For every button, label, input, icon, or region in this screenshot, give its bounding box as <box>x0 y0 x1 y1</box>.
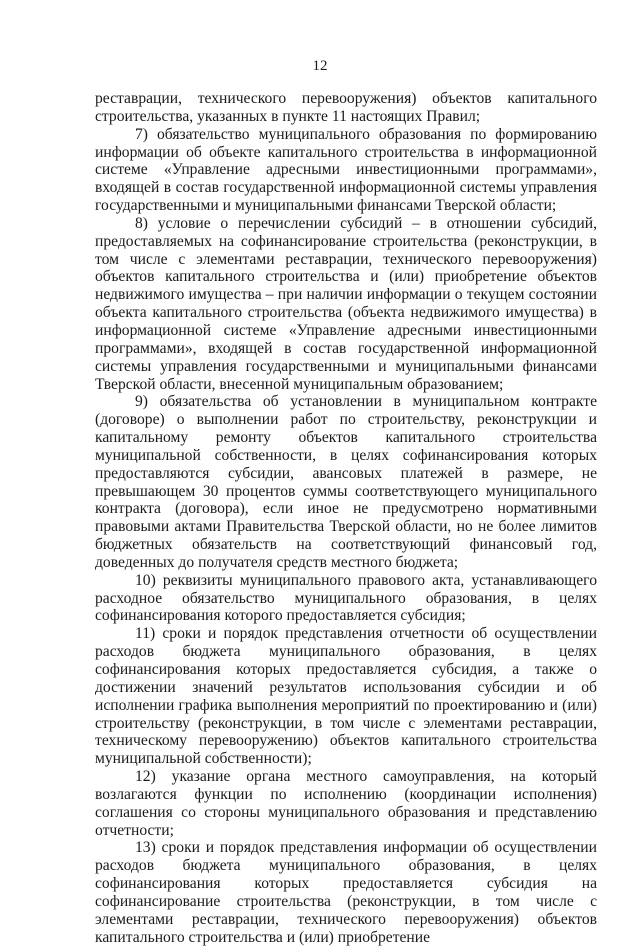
paragraph-item-7: 7) обязательство муниципального образования по формированию информации об объекте капитального строительства в информационной системе «Управление адресными инвестиционными программами», входящей в состав государственной информационной системы управления государственными и муниципальными финансами Тверской области; <box>95 125 597 215</box>
page-number: 12 <box>312 58 328 74</box>
paragraph-continuation: реставрации, технического перевооружения) объектов капитального строительства, указанных в пункте 11 настоящих Правил; <box>95 90 597 125</box>
paragraph-item-11: 11) сроки и порядок представления отчетности об осуществлении расходов бюджета муниципального образования, в целях софинансирования которых предоставляется субсидия, а также о достижении значений результатов использования субсидии и об исполнении графика выполнения мероприятий по проектированию и (или) строительству (реконструкции, в том числе с элементами реставрации, техническому перевооружению) объектов капитального строительства муниципальной собственности); <box>95 625 597 768</box>
paragraph-item-13: 13) сроки и порядок представления информации об осуществлении расходов бюджета муниципального образования, в целях софинансирования которых предоставляется субсидия на софинансирование строительства (реконструкции, в том числе с элементами реставрации, технического перевооружения) объектов капитального строительства и (или) приобретение <box>95 839 597 946</box>
paragraph-item-9: 9) обязательства об установлении в муниципальном контракте (договоре) о выполнении работ по строительству, реконструкции и капитальному ремонту объектов капитального строительства муниципальной собственности, в целях софинансирования которых предоставляются субсидии, авансовых платежей в размере, не превышающем 30 процентов суммы соответствующего муниципального контракта (договора), если иное не предусмотрено нормативными правовыми актами Правительства Тверской области, но не более лимитов бюджетных обязательств на соответствующий финансовый год, доведенных до получателя средств местного бюджета; <box>95 393 597 571</box>
paragraph-item-10: 10) реквизиты муниципального правового акта, устанавливающего расходное обязательство муниципального образования, в целях софинансирования которого предоставляется субсидия; <box>95 571 597 625</box>
paragraph-item-12: 12) указание органа местного самоуправления, на который возлагаются функции по исполнению (координации исполнения) соглашения со стороны муниципального образования и представлению отчетности; <box>95 768 597 839</box>
paragraph-item-8: 8) условие о перечислении субсидий – в отношении субсидий, предоставляемых на софинансирование строительства (реконструкции, в том числе с элементами реставрации, технического перевооружения) объектов капитального строительства и (или) приобретение объектов недвижимого имущества – при наличии информации о текущем состоянии объекта капитального строительства (объекта недвижимого имущества) в информационной системе «Управление адресными инвестиционными программами», входящей в состав государственной информационной системы управления государственными и муниципальными финансами Тверской области, внесенной муниципальным образованием; <box>95 214 597 393</box>
document-body <box>95 90 597 947</box>
